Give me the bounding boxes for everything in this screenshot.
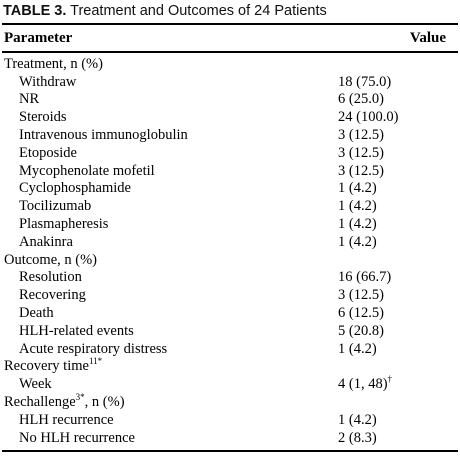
row-label-text: NR [19,91,40,108]
row-label-text: Etoposide [19,144,77,161]
row-value-text: 3 (12.5) [338,287,384,304]
row-label [2,430,135,447]
row-value-text: 3 (12.5) [338,127,384,144]
row-value-text: 4 (1, 48) [338,376,388,393]
row-value-text: 3 (12.5) [338,162,384,179]
table-row [2,233,458,251]
row-label-text: Plasmapheresis [19,216,109,233]
row-value-text: 1 (4.2) [338,216,377,233]
row-label-text: Treatment, n (%) [4,55,103,72]
header-parameter: Parameter [4,29,73,46]
row-label [2,376,52,393]
row-label-text: Steroids [19,109,67,126]
row-value [332,234,458,251]
row-value-text: 18 (75.0) [338,73,392,90]
row-value-text: 6 (12.5) [338,305,384,322]
table-row [2,162,458,180]
table-caption [2,0,458,23]
row-label-superscript: 11* [88,356,103,367]
table-row [2,287,458,305]
row-label [2,56,103,73]
row-value-text: 1 (4.2) [338,180,377,197]
row-value [332,287,458,304]
row-value [332,74,458,91]
row-value [332,269,458,286]
row-value [332,430,458,447]
row-label [2,234,73,251]
table-row [2,144,458,162]
row-value-text: 16 (66.7) [338,269,392,286]
table-row [2,91,458,109]
table-row [2,127,458,145]
row-label-text: HLH recurrence [19,411,114,428]
table-row [2,73,458,91]
row-label [2,216,108,233]
row-label-text: Anakinra [19,233,73,250]
row-label [2,305,54,322]
row-label [2,252,97,269]
row-label-text: HLH-related events [19,322,134,339]
table-row [2,198,458,216]
row-value [332,341,458,358]
row-value-text: 1 (4.2) [338,198,377,215]
header-value: Value [409,29,446,46]
row-label-text: Mycophenolate mofetil [19,162,155,179]
row-label-text: No HLH recurrence [19,429,135,446]
row-label-text: Outcome, n (%) [4,251,98,268]
row-label-text: Rechallenge [4,394,76,411]
row-value-text: 2 (8.3) [338,429,377,446]
row-label-text: Tocilizumab [19,198,92,215]
row-label [2,287,86,304]
section-row [2,251,458,269]
row-value-superscript: † [387,374,393,385]
table-body [2,53,458,448]
table-row [2,411,458,429]
table-caption-text: Treatment and Outcomes of 24 Patients [70,3,327,19]
row-label [2,269,82,286]
row-value [332,198,458,215]
row-label [2,358,102,375]
row-value [332,412,458,429]
row-value [332,216,458,233]
table-header [2,25,458,51]
row-value [332,109,458,126]
row-label-text: Recovering [19,287,86,304]
row-value [332,180,458,197]
row-label [2,74,76,91]
row-value [332,127,458,144]
row-label [2,394,125,411]
row-label [2,341,167,358]
table-row [2,269,458,287]
row-label [2,163,155,180]
row-label [2,127,188,144]
row-label [2,145,77,162]
row-value [332,376,458,393]
section-row [2,56,458,74]
row-value [332,91,458,108]
table-row [2,305,458,323]
row-label-text: Resolution [19,269,82,286]
row-value [332,145,458,162]
row-label-text: Week [19,376,52,393]
row-value-text: 1 (4.2) [338,233,377,250]
bottom-rule [2,450,458,452]
table-row [2,216,458,234]
table-row [2,340,458,358]
row-label [2,109,67,126]
table-row [2,180,458,198]
row-label-superscript: 3* [75,392,85,403]
table-label: TABLE 3. [3,3,67,19]
row-value-text: 24 (100.0) [338,109,399,126]
row-label [2,91,39,108]
row-value-text: 1 (4.2) [338,411,377,428]
row-label-text: Acute respiratory distress [19,340,168,357]
table-row [2,429,458,447]
section-row [2,394,458,412]
section-row [2,358,458,376]
row-value [332,323,458,340]
row-label [2,198,91,215]
table-row [2,376,458,394]
row-label-text: Death [19,305,54,322]
row-value [332,163,458,180]
row-label-text: Intravenous immunoglobulin [19,127,188,144]
row-label-text: Withdraw [19,73,77,90]
row-label [2,180,131,197]
table-3 [2,0,458,452]
table-row [2,109,458,127]
row-label-suffix: , n (%) [84,394,125,411]
row-value-text: 5 (20.8) [338,322,384,339]
row-label-text: Recovery time [4,358,89,375]
row-label [2,412,114,429]
table-row [2,322,458,340]
row-value-text: 1 (4.2) [338,340,377,357]
row-label [2,323,134,340]
row-value [332,305,458,322]
row-label-text: Cyclophosphamide [19,180,131,197]
row-value-text: 6 (25.0) [338,91,384,108]
row-value-text: 3 (12.5) [338,144,384,161]
